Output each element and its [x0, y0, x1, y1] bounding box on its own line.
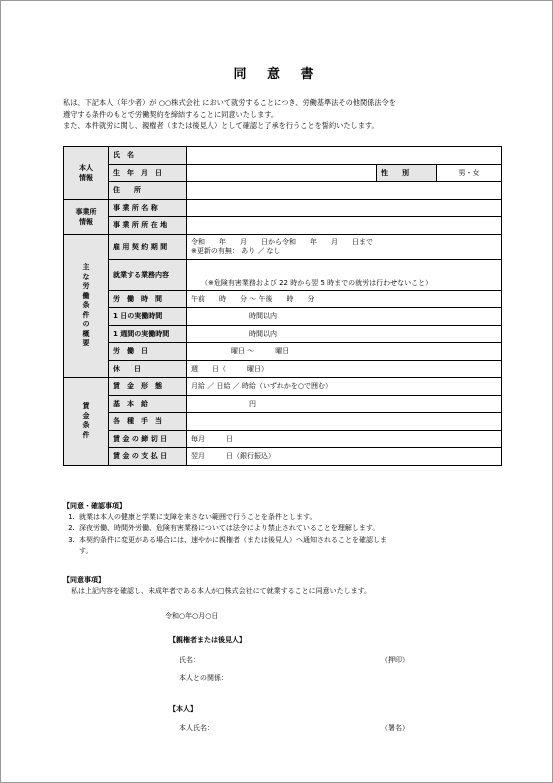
hours-label: 労 働 時 間 — [109, 290, 187, 308]
guardian-seal: （押印） — [381, 656, 409, 664]
section-office-label: 事業所 情報 — [75, 207, 97, 226]
confirm-item-3-text: 本契約条件に変更がある場合には、速やかに親権者（または後見人）へ通知されることを確認しま — [79, 535, 387, 544]
work-note: （※危険有害業務および 22 時から翌 5 時までの就労は行わせないこと） — [201, 278, 433, 287]
workday-field[interactable]: 曜日 〜 曜日 — [187, 343, 502, 361]
birth-field[interactable] — [187, 164, 377, 182]
agree-heading: 【同意事項】 — [63, 576, 105, 584]
address-field[interactable] — [187, 182, 502, 200]
relation-label: 本人との関係： — [179, 674, 228, 682]
period-value-1: 令和 年 月 日から令和 年 月 日まで — [191, 237, 373, 246]
cutoff-field[interactable]: 毎月 日 — [187, 430, 502, 448]
base-label: 基 本 給 — [109, 395, 187, 413]
row-name — [64, 147, 502, 165]
row-allow — [64, 413, 502, 431]
base-field[interactable]: 円 — [187, 395, 502, 413]
name-label-text: 氏 名 — [113, 151, 134, 160]
row-birth — [64, 164, 502, 182]
confirm-item-3 — [77, 535, 503, 557]
office-addr-label: 事 業 所 所 在 地 — [109, 217, 187, 235]
confirm-heading: 【同意・確認事項】 — [63, 502, 126, 510]
weekly-field[interactable]: 時間以内 — [187, 325, 502, 343]
confirm-item-1: 1. 就業は本人の健康と学業に支障を来さない範囲で行うことを条件とします。 — [77, 512, 503, 523]
row-workday — [64, 343, 502, 361]
work-field[interactable] — [187, 259, 502, 290]
section-office — [64, 199, 109, 234]
allow-label: 各 種 手 当 — [109, 413, 187, 431]
row-wage-form — [64, 378, 502, 396]
intro-line-2: 遵守する条件のもとで労働契約を締結することに同意いたします。 — [63, 109, 279, 119]
section-wage — [64, 378, 109, 466]
name-field[interactable] — [187, 147, 502, 165]
section-person-label: 本人 情報 — [79, 163, 93, 182]
name-label — [109, 147, 187, 165]
agree-section — [63, 575, 503, 597]
confirm-item-3-cont: す。 — [79, 546, 93, 555]
row-base — [64, 395, 502, 413]
holiday-field[interactable]: 週 日（ 曜日） — [187, 360, 502, 378]
daily-label: 1 日の実働時間 — [109, 308, 187, 326]
row-hours — [64, 290, 502, 308]
person-heading: 【本人】 — [169, 705, 197, 713]
row-holiday — [64, 360, 502, 378]
row-office-name — [64, 199, 502, 217]
intro-line-1: 私は、下記本人（年少者）が ○○株式会社 において就労することにつき、労働基準法その他関係法令を — [63, 98, 396, 107]
signature-date: 令和○年○月○日 — [165, 612, 219, 620]
period-value-2: ※更新の有無： あり ／ なし — [191, 246, 281, 255]
row-address — [64, 182, 502, 200]
period-label: 雇 用 契 約 期 間 — [109, 234, 187, 259]
row-office-addr — [64, 217, 502, 235]
weekly-label: 1 週間の実働時間 — [109, 325, 187, 343]
row-weekly — [64, 325, 502, 343]
office-name-field[interactable] — [187, 199, 502, 217]
cutoff-label: 賃 金 の 締 切 日 — [109, 430, 187, 448]
hours-field[interactable]: 午前 時 分 〜 午後 時 分 — [187, 290, 502, 308]
daily-field[interactable]: 時間以内 — [187, 308, 502, 326]
consent-form-table — [63, 146, 502, 466]
row-daily — [64, 308, 502, 326]
holiday-label: 休 日 — [109, 360, 187, 378]
document-title: 同 意 書 — [233, 67, 322, 82]
section-person — [64, 147, 109, 200]
row-work — [64, 259, 502, 290]
gender-field[interactable]: 男・女 — [437, 164, 502, 182]
office-addr-field[interactable] — [187, 217, 502, 235]
intro-text — [63, 97, 503, 132]
confirm-list — [63, 512, 503, 557]
guardian-heading: 【親権者または後見人】 — [169, 636, 246, 644]
period-field[interactable] — [187, 234, 502, 259]
intro-line-3: また、本件就労に関し、親権者（または後見人）として確認と了承を行うことを誓約いたします。 — [63, 121, 379, 130]
section-labor — [64, 234, 109, 378]
section-labor-label: 主 な 労 働 条 件 の 概 要 — [82, 263, 90, 347]
wage-form-field[interactable]: 月給 ／ 日給 ／ 時給（いずれかを○で囲む） — [187, 378, 502, 396]
person-sign: （署名） — [381, 724, 409, 732]
payday-field[interactable]: 翌月 日（銀行振込） — [187, 448, 502, 466]
birth-label: 生 年 月 日 — [109, 164, 187, 182]
section-wage-label: 賃 金 条 件 — [82, 402, 90, 439]
confirm-section — [63, 501, 503, 557]
wage-form-label: 賃 金 形 態 — [109, 378, 187, 396]
gender-label: 性 別 — [377, 164, 437, 182]
workday-label: 労 働 日 — [109, 343, 187, 361]
agree-text: 私は上記内容を確認し、未成年者である本人が□株式会社にて就業することに同意いたします。 — [71, 587, 372, 596]
address-label: 住 所 — [109, 182, 187, 200]
guardian-name-label: 氏名： — [179, 656, 200, 664]
confirm-item-2: 2. 深夜労働、時間外労働、危険有害業務については法令により禁止されていることを理解します。 — [77, 523, 503, 534]
person-name-label: 本人氏名： — [179, 724, 214, 732]
row-period — [64, 234, 502, 259]
row-payday — [64, 448, 502, 466]
payday-label: 賃 金 の 支 払 日 — [109, 448, 187, 466]
row-cutoff — [64, 430, 502, 448]
work-label: 就業する業務内容 — [109, 259, 187, 290]
office-name-label: 事 業 所 名 称 — [109, 199, 187, 217]
allow-field[interactable] — [187, 413, 502, 431]
